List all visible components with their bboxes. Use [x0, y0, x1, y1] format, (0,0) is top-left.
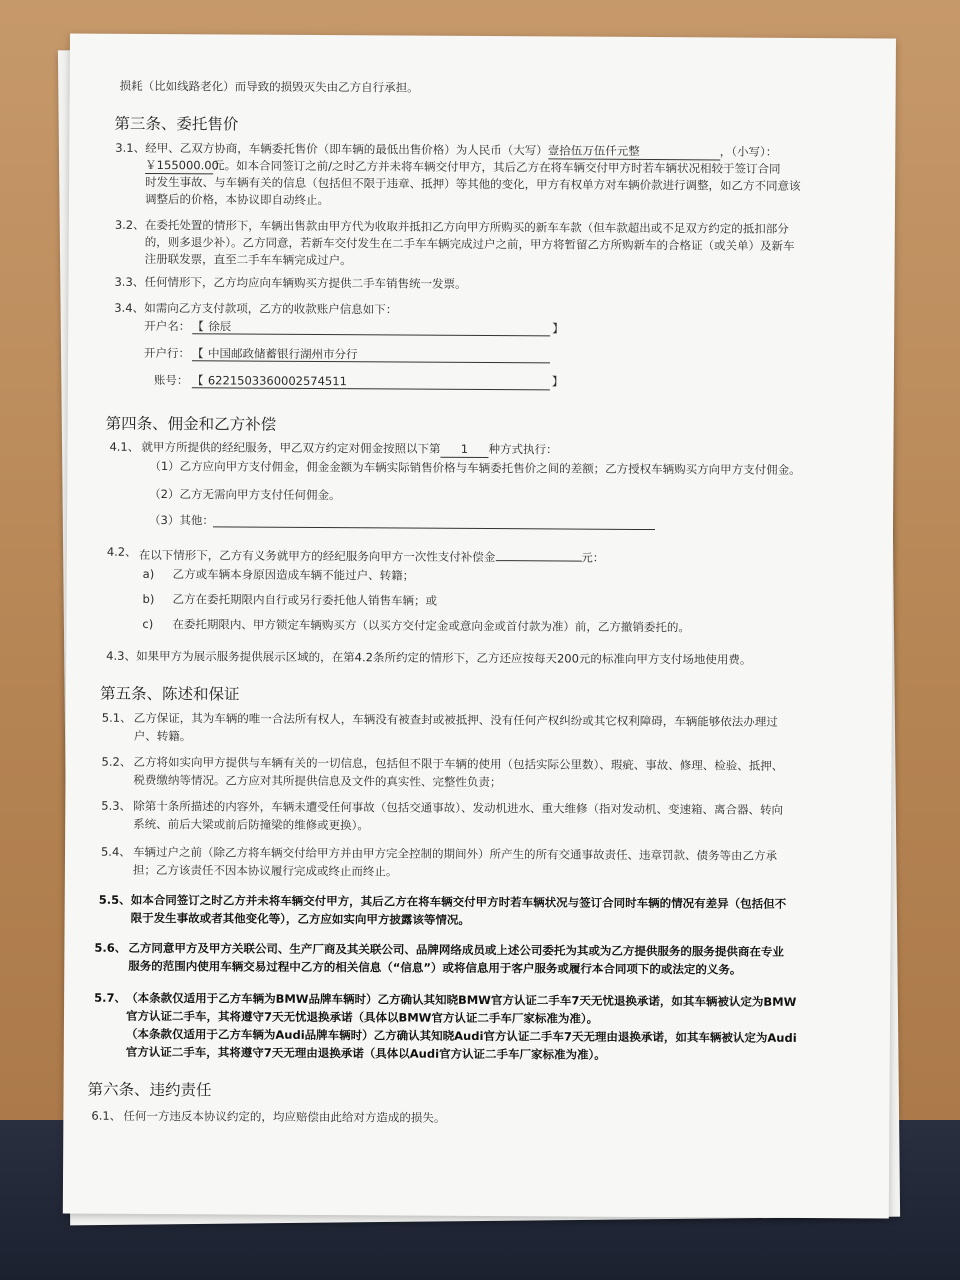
clause-3-4-number: 3.4、 — [114, 300, 145, 315]
item-a-label: a) — [142, 566, 155, 582]
clause-3-3-number: 3.3、 — [114, 274, 145, 289]
clause-5-1-line-1: 乙方保证，其为车辆的唯一合法所有权人，车辆没有被查封或被抵押、没有任何产权纠纷或其它权利障碍，车辆能够依法办理过 — [133, 710, 778, 729]
clause-3-2-line-3: 注册联发票，直至二手车车辆完成过户。 — [144, 251, 352, 268]
clause-5-4-number: 5.4、 — [100, 844, 131, 859]
clause-5-2-number: 5.2、 — [101, 754, 132, 769]
account-name-label: 开户名： — [144, 318, 191, 334]
price-upper-field: 壹拾伍万伍仟元整 — [548, 142, 720, 160]
option-1: （1）乙方应向甲方支付佣金，佣金金额为车辆实际销售价格与车辆委托售价之间的差额；乙方授权车辆购买方向甲方支付佣金。 — [149, 458, 801, 477]
clause-3-2-line-2: 的，则多退少补）。乙方同意，若新车交付发生在二手车车辆完成过户之前，甲方将暂留乙方所购新车的合格证（或关单）及新车 — [144, 234, 795, 253]
section-5-title: 第五条、陈述和保证 — [99, 684, 240, 704]
clause-5-5-number: 5.5、 — [98, 892, 131, 907]
section-4-title: 第四条、佣金和乙方补偿 — [105, 414, 277, 434]
clause-5-7-number: 5.7、 — [94, 990, 127, 1005]
account-number-value: 6221503360002574511 — [207, 373, 347, 389]
clause-5-7-line-1: （本条款仅适用于乙方车辆为BMW品牌车辆时）乙方确认其知晓BMW官方认证二手车7天无忧退换承诺，如其车辆被认定为BMW — [126, 990, 797, 1009]
clause-3-1-line-2: ￥155000.00元。如本合同签订之前/之时乙方并未将车辆交付甲方，其后乙方在将车辆交付甲方时若车辆状况相较于签订合同 — [145, 157, 781, 176]
intro-line: 损耗（比如线路老化）而导致的损毁灭失由乙方自行承担。 — [119, 78, 419, 95]
clause-5-7-line-3: （本条款仅适用于乙方车辆为Audi品牌车辆时）乙方确认其知晓Audi官方认证二手车7天无理由退换承诺，如其车辆被认定为Audi — [125, 1026, 797, 1045]
option-2: （2）乙方无需向甲方支付任何佣金。 — [149, 486, 341, 503]
clause-3-1-line-1: 经甲、乙双方协商，车辆委托售价（即车辆的最低出售价格）为人民币（大写）壹拾伍万伍仟元整 ，（小写）： — [145, 140, 778, 159]
clause-5-4-line-2: 担；乙方该责任不因本协议履行完成或终止而终止。 — [132, 862, 398, 879]
clause-5-5-line-1: 如本合同签订之时乙方并未将车辆交付甲方，其后乙方在将车辆交付甲方时若车辆状况与签订合同时车辆的情况有差异（包括但不 — [130, 892, 787, 911]
clause-4-2-number: 4.2、 — [106, 544, 137, 559]
clause-4-1-number: 4.1、 — [109, 439, 140, 454]
compensation-field — [495, 546, 581, 562]
clause-5-3-line-1: 除第十条所描述的内容外，车辆未遭受任何事故（包括交通事故）、发动机进水、重大维修（指对发动机、变速箱、离合器、转向 — [133, 798, 784, 817]
clause-3-1-number: 3.1、 — [115, 140, 146, 155]
clause-5-3-number: 5.3、 — [101, 798, 132, 813]
clause-4-3-number: 4.3、 — [106, 648, 137, 663]
clause-5-6-line-2: 服务的范围内使用车辆交易过程中乙方的相关信息（“信息”）或将信息用于客户服务或履行本合同项下的或法定的义务。 — [128, 958, 742, 977]
clause-3-1-line-4: 调整后的价格，本协议即自动终止。 — [144, 191, 330, 208]
account-name-underline — [192, 333, 550, 336]
clause-5-6-line-1: 乙方同意甲方及甲方关联公司、生产厂商及其关联公司、品牌网络成员或上述公司委托为其或为乙方提供服务的服务提供商在专业 — [128, 940, 784, 959]
bracket-open: 【 — [191, 373, 204, 388]
clause-5-3-line-2: 系统、前后大梁或前后防撞梁的维修或更换）。 — [133, 816, 369, 833]
clause-4-1-line-1: 就甲方所提供的经纪服务，甲乙双方约定对佣金按照以下第 1 种方式执行： — [141, 439, 558, 457]
item-a-text: 乙方或车辆本身原因造成车辆不能过户、转籍； — [172, 567, 415, 583]
clause-5-1-number: 5.1、 — [101, 710, 132, 725]
clause-5-7-line-4: 官方认证二手车，其将遵守7天无理由退换承诺（具体以Audi官方认证二手车厂家标准为准）。 — [125, 1044, 606, 1062]
account-name-value: 徐辰 — [208, 319, 232, 334]
account-number-label: 账号： — [153, 372, 189, 388]
clause-3-1-line-3: 时发生事故、与车辆有关的信息（包括但不限于违章、抵押）等其他的变化，甲方有权单方对车辆价款进行调整，如乙方不同意该 — [145, 174, 801, 193]
account-number-underline — [192, 387, 550, 390]
item-c-label: c) — [142, 616, 154, 631]
contract-page — [63, 33, 896, 1218]
clause-6-1-line-1: 任何一方违反本协议约定的，均应赔偿由此给对方造成的损失。 — [123, 1108, 446, 1125]
bank-value: 中国邮政储蓄银行湖州市分行 — [208, 346, 358, 362]
option-3: （3）其他： — [148, 512, 214, 528]
bank-label: 开户行： — [144, 345, 191, 361]
item-b-text: 乙方在委托期限内自行或另行委托他人销售车辆；或 — [172, 592, 438, 608]
item-c-text: 在委托期限内、甲方锁定车辆购买方（以买方交付定金或意向金或首付款为准）前，乙方撤销委托的。 — [172, 617, 690, 635]
commission-option-field: 1 — [440, 441, 488, 458]
clause-4-2-line-1: 在以下情形下，乙方有义务就甲方的经纪服务向甲方一次性支付补偿金 元： — [138, 547, 605, 565]
bracket-open: 【 — [192, 346, 204, 361]
clause-4-3-line-1: 如果甲方为展示服务提供展示区域的，在第4.2条所约定的情形下，乙方还应按每天200元的标准向甲方支付场地使用费。 — [136, 648, 752, 667]
section-3-title: 第三条、委托售价 — [114, 114, 239, 134]
clause-3-2-number: 3.2、 — [114, 217, 145, 232]
bracket-close: 】 — [552, 321, 564, 336]
option-3-underline — [213, 526, 655, 530]
item-b-label: b) — [142, 591, 155, 607]
bracket-close: 】 — [551, 374, 564, 389]
clause-5-5-line-2: 限于发生事故或者其他变化等），乙方应如实向甲方披露该等情况。 — [130, 910, 470, 927]
section-6-title: 第六条、违约责任 — [87, 1080, 212, 1100]
clause-5-4-line-1: 车辆过户之前（除乙方将车辆交付给甲方并由甲方完全控制的期间外）所产生的所有交通事故责任、违章罚款、债务等由乙方承 — [132, 844, 778, 863]
bank-underline — [192, 360, 550, 363]
clause-3-3-line-1: 任何情形下，乙方均应向车辆购买方提供二手车销售统一发票。 — [144, 274, 467, 291]
clause-5-6-number: 5.6、 — [94, 940, 127, 955]
clause-5-7-line-2: 官方认证二手车，其将遵守7天无忧退换承诺（具体以BMW官方认证二手车厂家标准为准）。 — [125, 1008, 599, 1026]
clause-3-2-line-1: 在委托处置的情形下，车辆出售款由甲方代为收取并抵扣乙方向甲方所购买的新车车款（但车款超出或不足双方约定的抵扣部分 — [144, 217, 789, 236]
clause-5-2-line-1: 乙方将如实向甲方提供与车辆有关的一切信息，包括但不限于车辆的使用（包括实际公里数）、瑕疵、事故、修理、检验、抵押、 — [133, 754, 784, 773]
bracket-open: 【 — [192, 319, 204, 334]
clause-3-4-line-1: 如需向乙方支付款项，乙方的收款账户信息如下： — [144, 300, 398, 317]
clause-5-2-line-2: 税费缴纳等情况。乙方应对其所提供信息及文件的真实性、完整性负责； — [133, 772, 502, 790]
clause-6-1-number: 6.1、 — [91, 1108, 122, 1123]
price-lower-field: ￥155000.00 — [145, 157, 219, 173]
clause-5-1-line-2: 户、转籍。 — [133, 728, 192, 744]
